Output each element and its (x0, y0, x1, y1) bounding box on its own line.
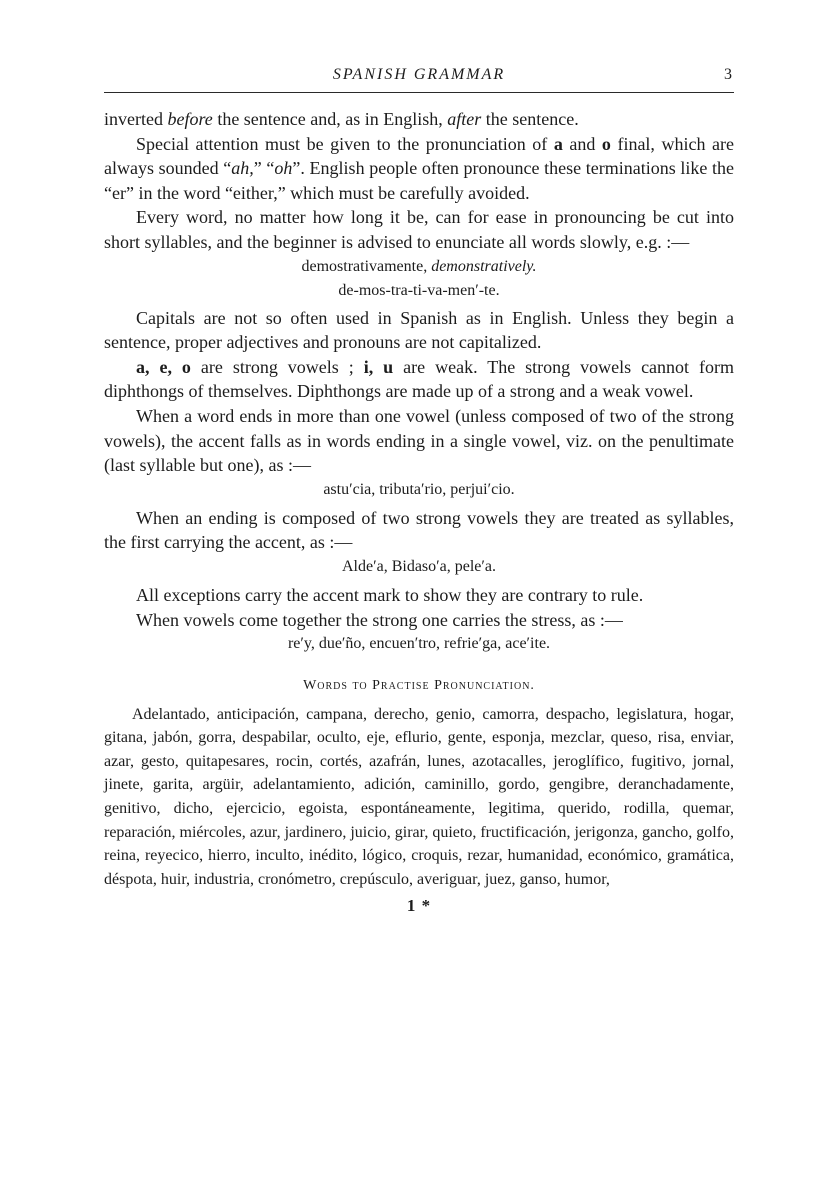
example-syllable-breakdown: de-mos-tra-ti-va-men′-te. (338, 281, 500, 299)
weak-vowels: i, u (363, 356, 394, 377)
signature-mark: 1 * (406, 896, 432, 916)
paragraph-multiple-vowels: When a word ends in more than one vowel (unless composed of two of the strong vowels), the accent falls as in words ending in a single vowel, viz. on the penultimate (last syllable but one), as :— (104, 405, 734, 476)
paragraph-exceptions: All exceptions carry the accent mark to show they are contrary to rule. (136, 584, 644, 605)
sound-oh: oh (274, 158, 293, 179)
paragraph-text: are weak. The strong vowels cannot form diphthongs of themselves. Diphthongs are made up of a strong and a weak vowel. (104, 356, 734, 402)
page-number: 3 (724, 66, 732, 83)
vowel-o: o (601, 133, 611, 154)
paragraph-text: inverted (104, 109, 168, 129)
running-title: SPANISH GRAMMAR (332, 66, 506, 83)
paragraph-vowels (104, 355, 734, 404)
example-aldea: Alde′a, Bidaso′a, pele′a. (342, 557, 496, 575)
example-demonstratively (104, 255, 734, 279)
english-translation: demonstratively. (431, 257, 537, 275)
paragraph-text: final, which are always sounded “ (104, 133, 734, 179)
spanish-example: demostrativamente, (301, 257, 428, 275)
paragraph-text: Special attention must be given to the pronunciation of (136, 133, 554, 154)
paragraph-text: ”. English people often pronounce these terminations like the “er” in the word “either,” which must be carefully avoided. (104, 158, 735, 203)
paragraph-syllables: Every word, no matter how long it be, can for ease in pronouncing be cut into short syllables, and the beginner is advised to enunciate all words slowly, e.g. :— (104, 207, 734, 252)
paragraph-text: the sentence. (481, 109, 579, 129)
example-astucia: astu′cia, tributa′rio, perjui′cio. (323, 480, 515, 498)
sound-ah: ah, (231, 158, 254, 179)
italic-word-before: before (167, 109, 213, 129)
paragraph-text: and (562, 133, 602, 154)
vowel-a: a (553, 133, 563, 154)
paragraph-capitals: Capitals are not so often used in Spanish as in English. Unless they begin a sentence, proper adjectives and pronouns are not capitalized. (104, 307, 734, 353)
running-header (104, 62, 734, 93)
paragraph-text: are strong vowels ; (190, 356, 364, 377)
strong-vowels: a, e, o (136, 356, 191, 377)
book-page (104, 62, 734, 919)
paragraph-strong-vowels: When an ending is composed of two strong vowels they are treated as syllables, the first carrying the accent, as :— (104, 507, 734, 553)
paragraph-stress: When vowels come together the strong one carries the stress, as :— (136, 609, 623, 630)
paragraph-text: ” “ (253, 158, 275, 179)
section-title: Words to Practise Pronunciation. (303, 678, 535, 694)
paragraph-final-vowels (104, 132, 734, 206)
example-rey: re′y, due′ño, encuen′tro, refrie′ga, ace′ite. (287, 635, 551, 653)
paragraph-text: the sentence and, as in English, (212, 109, 448, 129)
page-body (104, 107, 734, 919)
italic-word-after: after (447, 109, 482, 129)
pronunciation-word-list: Adelantado, anticipación, campana, derecho, genio, camorra, despacho, legislatura, hogar, gitana, jabón, gorra, despabilar, oculto, eje, eflurio, gente, esponja, mezclar, queso, risa, enviar, azar, gesto, quitapesares, rocin, cortés, azafrán, lunes, azotacalles, jeroglífico, fugitivo, jornal, jinete, garita, argüir, adelantamiento, adición, caminillo, gordo, gengibre, deranchadamente, genitivo, dicho, ejercicio, egoista, espontáneamente, legitima, querido, rodilla, quemar, reparación, miércoles, azur, jardinero, juicio, girar, quieto, fructificación, jerigonza, gancho, golfo, reina, reyecico, hierro, inculto, inédito, lógico, croquis, rezar, humanidad, económico, gramática, déspota, huir, industria, cronómetro, crepúsculo, averiguar, juez, ganso, humor, (104, 705, 735, 888)
paragraph-inverted-punctuation (104, 107, 734, 132)
